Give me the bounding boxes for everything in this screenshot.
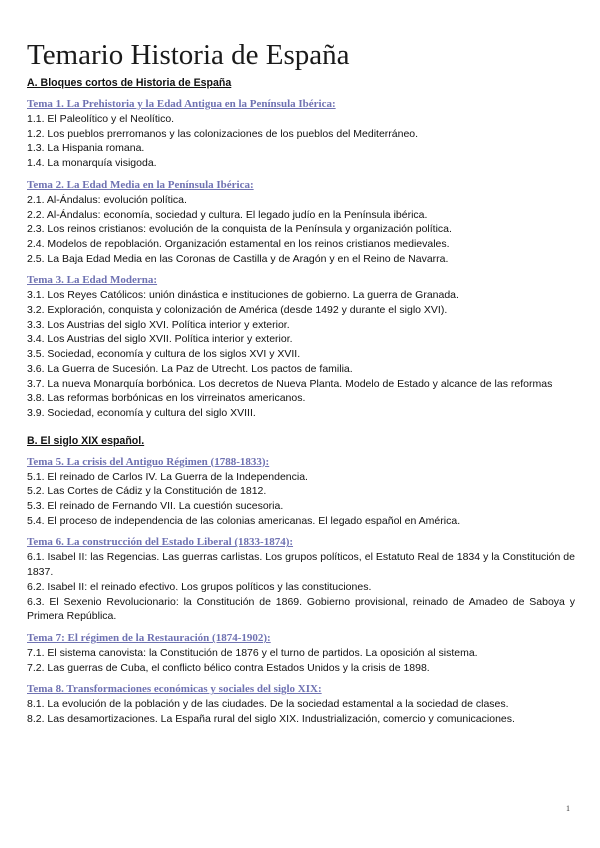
topic-item-list <box>27 646 575 675</box>
topic-title: Tema 1. La Prehistoria y la Edad Antigua en la Península Ibérica: <box>27 98 336 110</box>
topic-item-list <box>27 288 575 420</box>
topic-item: 2.3. Los reinos cristianos: evolución de la conquista de la Península y organización política. <box>27 223 452 236</box>
topic-item: 2.5. La Baja Edad Media en las Coronas de Castilla y de Aragón y en el Reino de Navarra. <box>27 252 449 265</box>
topic-section <box>27 631 575 675</box>
document-page <box>27 38 575 734</box>
topic-item: 1.3. La Hispania romana. <box>27 142 145 155</box>
topic-title: Tema 8. Transformaciones económicas y sociales del siglo XIX: <box>27 683 322 696</box>
block-b-sections <box>27 455 575 727</box>
topic-item: 5.2. Las Cortes de Cádiz y la Constitución de 1812. <box>27 485 267 498</box>
topic-item: 5.1. El reinado de Carlos IV. La Guerra de la Independencia. <box>27 470 308 483</box>
topic-item: 2.1. Al-Ándalus: evolución política. <box>27 193 187 206</box>
topic-section <box>27 178 575 267</box>
block-b-title: B. El siglo XIX español. <box>27 434 145 447</box>
topic-item: 3.6. La Guerra de Sucesión. La Paz de Utrecht. Los pactos de familia. <box>27 362 353 375</box>
topic-section <box>27 273 575 420</box>
topic-item: 1.2. Los pueblos prerromanos y las colonizaciones de los pueblos del Mediterráneo. <box>27 127 419 140</box>
topic-title: Tema 3. La Edad Moderna: <box>27 274 158 287</box>
topic-item: 6.1. Isabel II: las Regencias. Las guerras carlistas. Los grupos políticos, el Estatuto Real de 1834 y la Constitución de 1837. <box>27 551 575 579</box>
topic-title: Tema 5. La crisis del Antiguo Régimen (1788-1833): <box>27 455 270 468</box>
topic-item: 3.9. Sociedad, economía y cultura del siglo XVIII. <box>27 406 256 419</box>
topic-item: 8.1. La evolución de la población y de las ciudades. De la sociedad estamental a la sociedad de clases. <box>27 698 509 711</box>
topic-item: 1.1. El Paleolítico y el Neolítico. <box>27 113 175 125</box>
topic-item: 3.4. Los Austrias del siglo XVII. Política interior y exterior. <box>27 333 293 346</box>
topic-item: 7.2. Las guerras de Cuba, el conflicto bélico contra Estados Unidos y la crisis de 1898. <box>27 661 430 674</box>
topic-item: 5.4. El proceso de independencia de las colonias americanas. El legado español en América. <box>27 514 461 527</box>
topic-item: 2.2. Al-Ándalus: economía, sociedad y cultura. El legado judío en la Península ibérica. <box>27 208 428 221</box>
topic-item-list <box>27 470 575 529</box>
topic-item: 7.1. El sistema canovista: la Constitución de 1876 y el turno de partidos. La oposición al sistema. <box>27 646 478 659</box>
topic-section <box>27 535 575 624</box>
topic-item: 8.2. Las desamortizaciones. La España rural del siglo XIX. Industrialización, comercio y comunicaciones. <box>27 713 515 726</box>
block-a-title: A. Bloques cortos de Historia de España <box>27 77 232 89</box>
block-a-sections <box>27 97 575 421</box>
topic-section <box>27 97 575 171</box>
page-number: 1 <box>566 804 570 813</box>
topic-item: 3.7. La nueva Monarquía borbónica. Los decretos de Nueva Planta. Modelo de Estado y alcance de las reformas <box>27 377 553 390</box>
topic-item: 3.2. Exploración, conquista y colonización de América (desde 1492 y durante el siglo XVI). <box>27 304 448 317</box>
topic-item: 3.8. Las reformas borbónicas en los virreinatos americanos. <box>27 392 306 405</box>
topic-item: 6.2. Isabel II: el reinado efectivo. Los grupos políticos y las constituciones. <box>27 580 372 593</box>
topic-item-list <box>27 697 575 726</box>
topic-title: Tema 6. La construcción del Estado Liberal (1833-1874): <box>27 536 294 549</box>
topic-item-list <box>27 550 575 624</box>
topic-item-list <box>27 193 575 267</box>
topic-item: 6.3. El Sexenio Revolucionario: la Constitución de 1869. Gobierno provisional, reinado de Amadeo de Saboya y Primera República. <box>27 595 575 623</box>
topic-item: 2.4. Modelos de repoblación. Organización estamental en los reinos cristianos medievales. <box>27 237 450 250</box>
topic-item: 3.1. Los Reyes Católicos: unión dinástica e instituciones de gobierno. La guerra de Granada. <box>27 289 459 302</box>
topic-section <box>27 455 575 529</box>
topic-item: 3.3. Los Austrias del siglo XVI. Política interior y exterior. <box>27 318 290 331</box>
topic-item-list <box>27 112 575 171</box>
topic-item: 3.5. Sociedad, economía y cultura de los siglos XVI y XVII. <box>27 348 301 361</box>
topic-item: 1.4. La monarquía visigoda. <box>27 157 157 170</box>
document-title: Temario Historia de España <box>27 39 350 71</box>
topic-section <box>27 682 575 726</box>
topic-title: Tema 2. La Edad Media en la Península Ibérica: <box>27 178 254 191</box>
topic-title: Tema 7: El régimen de la Restauración (1874-1902): <box>27 631 271 644</box>
topic-item: 5.3. El reinado de Fernando VII. La cuestión sucesoria. <box>27 500 284 513</box>
